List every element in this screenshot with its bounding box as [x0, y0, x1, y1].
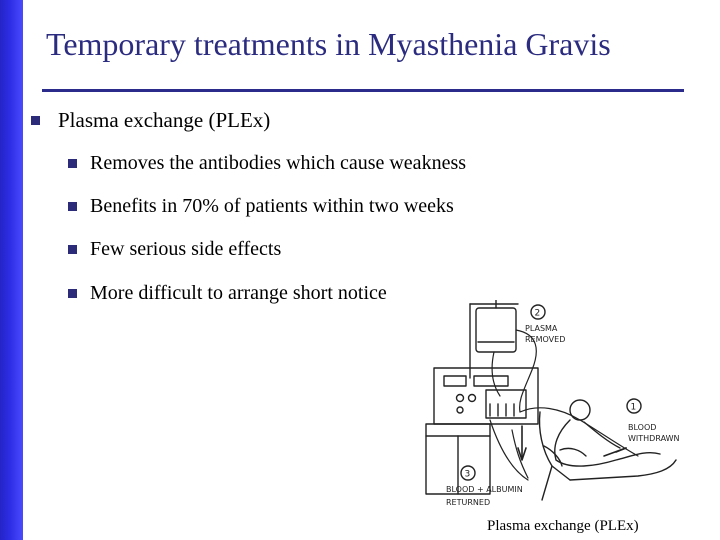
step1-label-b: WITHDRAWN	[628, 434, 680, 443]
step1-number: 1	[630, 402, 637, 413]
sub-bullet	[68, 152, 466, 175]
step2-number: 2	[534, 308, 541, 319]
bullet-square-icon	[68, 289, 77, 298]
plasma-exchange-illustration	[420, 300, 710, 515]
sub-bullet	[68, 195, 454, 218]
bullet-square-icon	[68, 245, 77, 254]
step3-number: 3	[464, 469, 471, 480]
main-bullet	[31, 108, 270, 133]
sub-bullet-text: More difficult to arrange short notice	[90, 282, 387, 304]
sub-bullet-text: Few serious side effects	[90, 238, 282, 260]
sub-bullet-text: Removes the antibodies which cause weakness	[90, 152, 467, 174]
sub-bullet	[68, 238, 281, 261]
step1-label-a: BLOOD	[628, 423, 657, 432]
illustration-caption: Plasma exchange (PLEx)	[487, 518, 639, 534]
sub-bullet-text: Benefits in 70% of patients within two weeks	[90, 195, 454, 217]
step3-label-b: RETURNED	[446, 498, 491, 507]
sub-bullet	[68, 282, 387, 305]
bullet-square-icon	[68, 159, 77, 168]
step3-label-a: BLOOD + ALBUMIN	[446, 485, 523, 494]
bullet-square-icon	[31, 116, 40, 125]
main-bullet-text: Plasma exchange (PLEx)	[58, 108, 271, 132]
plasma-bag-icon	[476, 300, 516, 352]
flow-arrow-icon	[518, 426, 626, 460]
bullet-square-icon	[68, 202, 77, 211]
step2-label-a: PLASMA	[525, 324, 558, 333]
title-underline	[42, 89, 684, 92]
step2-label-b: REMOVED	[525, 335, 566, 344]
slide-title: Temporary treatments in Myasthenia Gravis	[46, 26, 611, 62]
iv-pole-icon	[470, 304, 518, 378]
slide-left-accent-bar	[0, 0, 23, 540]
